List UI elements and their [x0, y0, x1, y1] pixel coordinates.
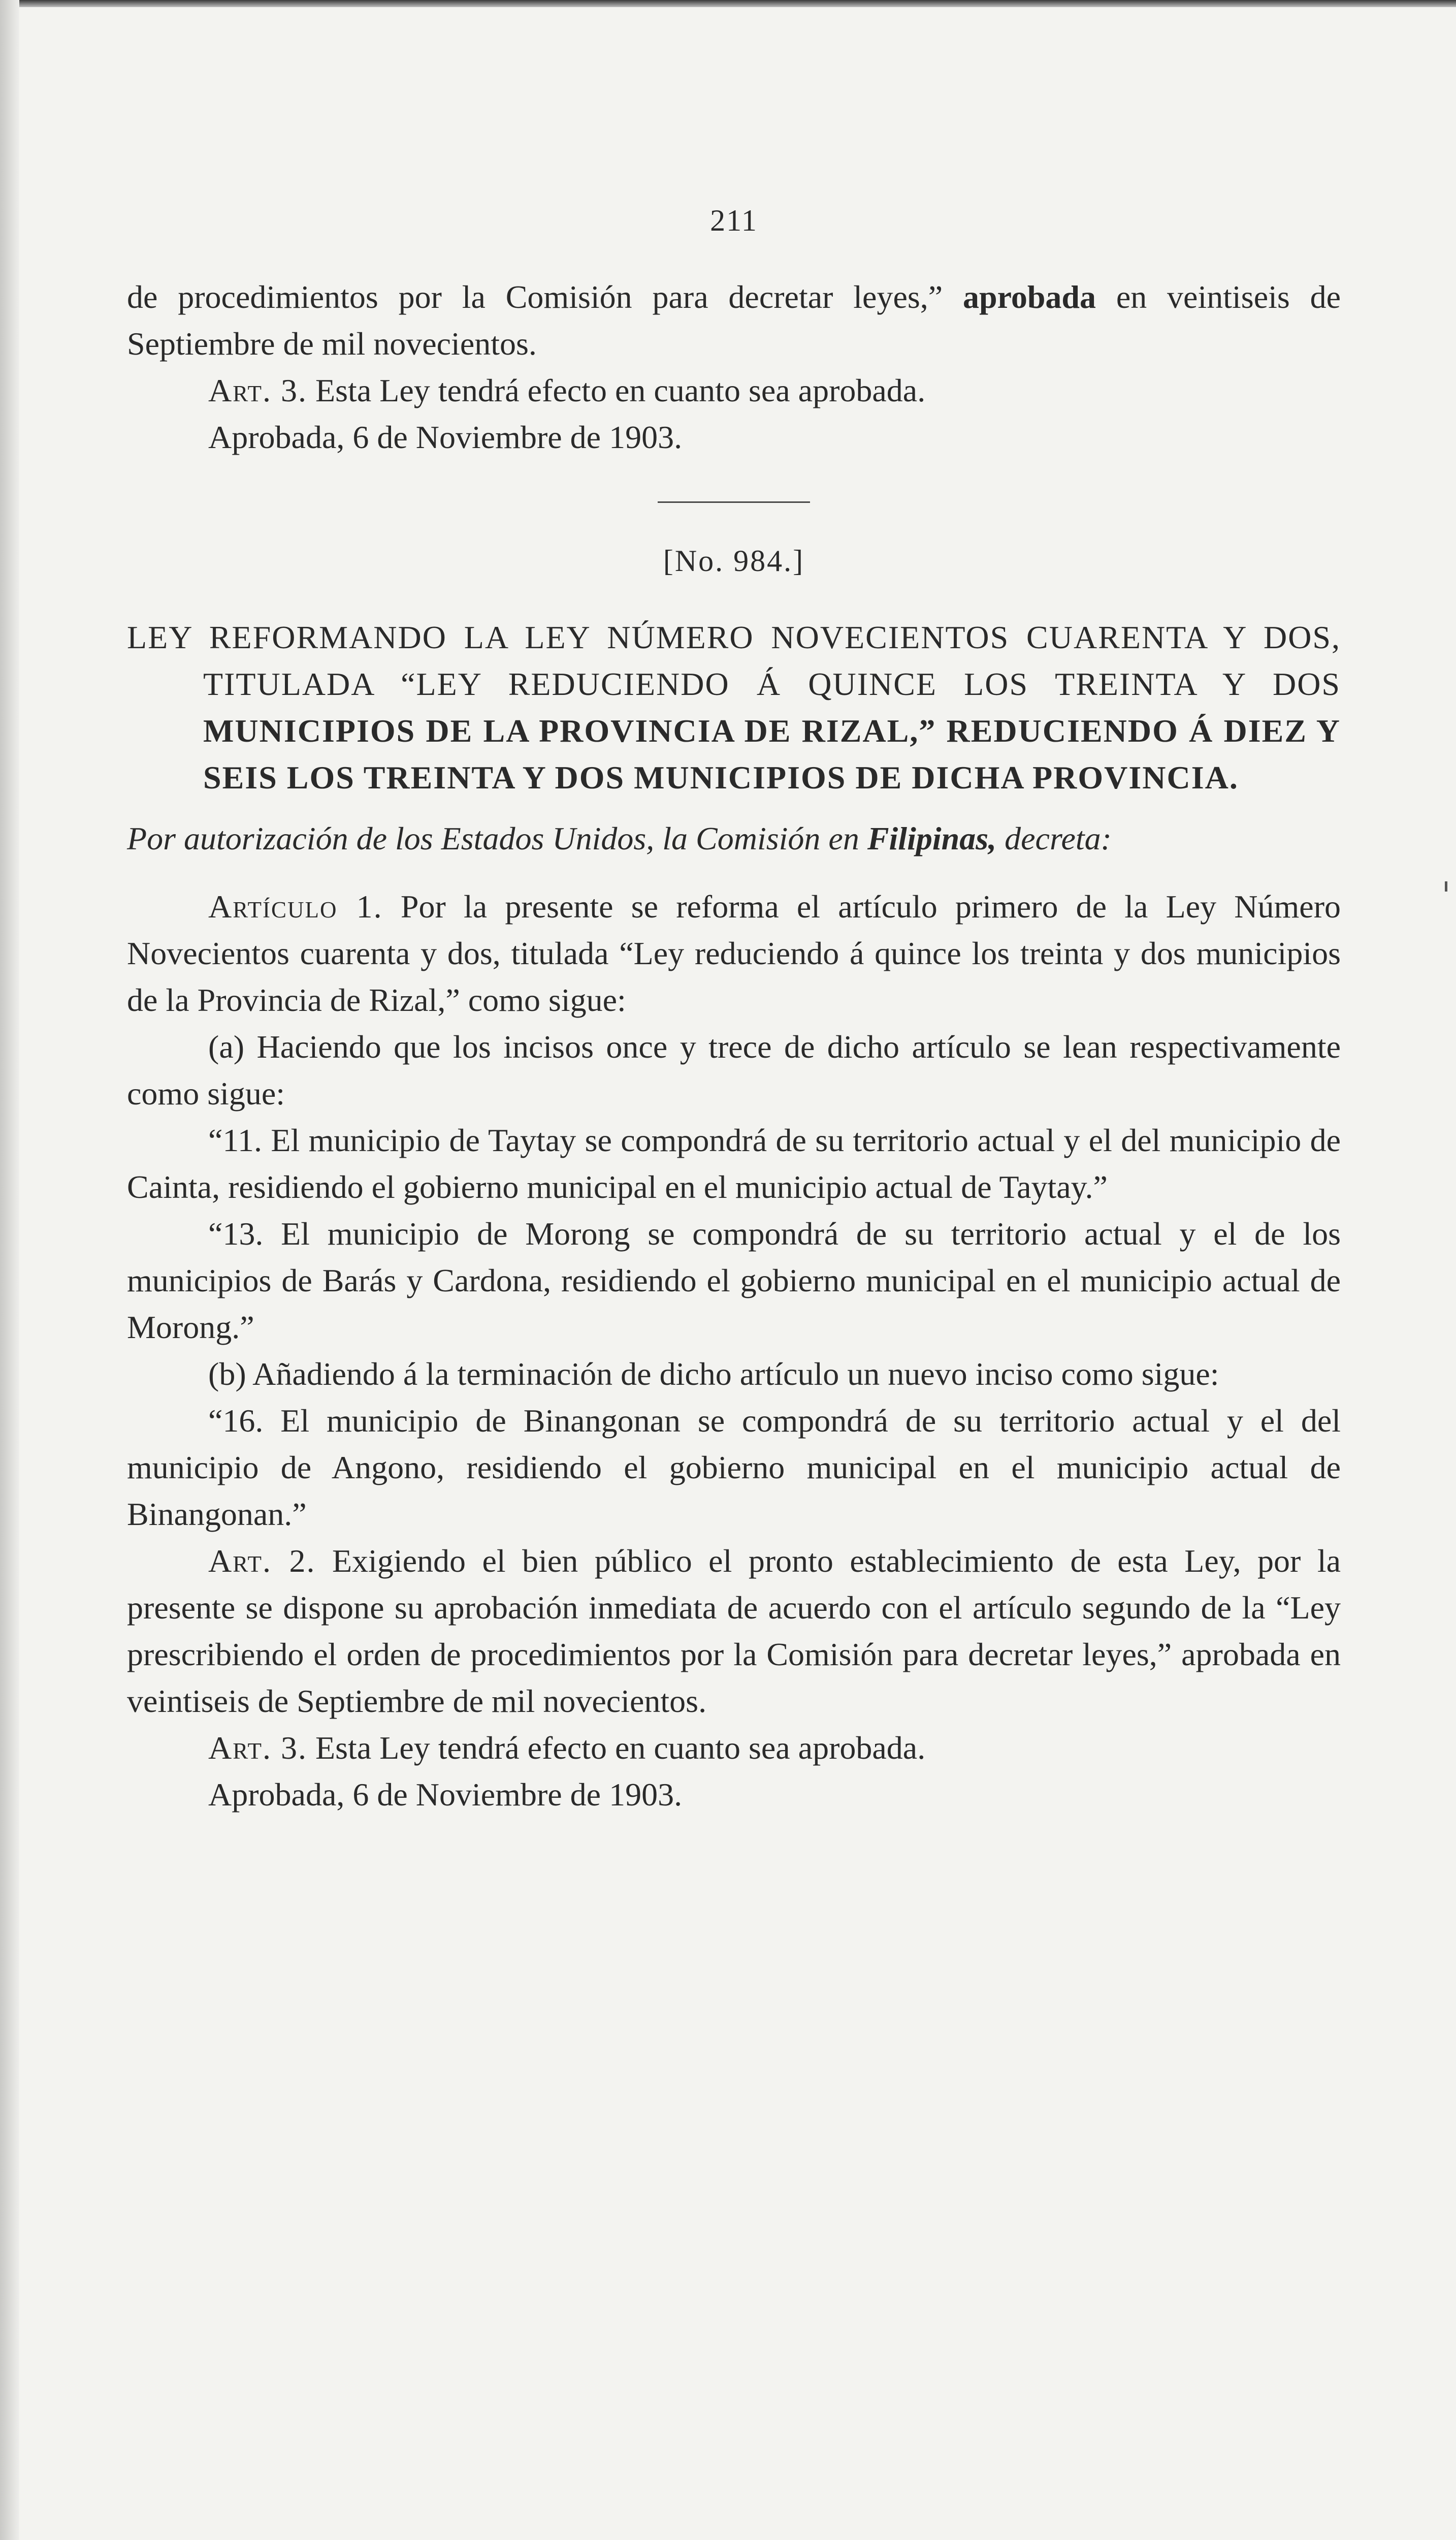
clause-13: “13. El municipio de Morong se compondrá de su territorio actual y el de los municipios de Barás y Cardona, residiendo el gobierno municipal en el municipio actual de Morong.” [127, 1216, 1341, 1345]
continuation-line1: de procedimientos por la Comisión para decretar leyes,” [127, 279, 943, 315]
enacting-clause [127, 815, 1341, 862]
continuation-line2: en veintiseis de Septiembre de mil novecientos. [127, 279, 1341, 362]
article-text: Esta Ley tendrá efecto en cuanto sea aprobada. [315, 1730, 926, 1766]
article-label: Art. 3. [208, 1730, 308, 1766]
law-title-regular: LEY REFORMANDO LA LEY NÚMERO NOVECIENTOS CUARENTA Y DOS, TITULADA “LEY REDUCIENDO Á QUINCE LOS TREINTA Y DOS [127, 619, 1341, 702]
document-page [127, 203, 1341, 1818]
law-title-bold: MUNICIPIOS DE LA PROVINCIA DE RIZAL,” REDUCIENDO Á DIEZ Y SEIS LOS TREINTA Y DOS MUNICIPIOS DE DICHA PROVINCIA. [203, 713, 1341, 796]
article-label: Art. 3. [208, 372, 308, 408]
section-divider [658, 501, 810, 503]
approval-date: Aprobada, 6 de Noviembre de 1903. [208, 1776, 683, 1813]
clause-11: “11. El municipio de Taytay se compondrá de su territorio actual y el del municipio de Cainta, residiendo el gobierno municipal en el municipio actual de Taytay.” [127, 1122, 1341, 1205]
article-text: Esta Ley tendrá efecto en cuanto sea aprobada. [315, 372, 926, 408]
margin-speck [1445, 881, 1447, 892]
approval-date-previous: Aprobada, 6 de Noviembre de 1903. [208, 419, 683, 455]
article-label: Artículo 1. [208, 888, 383, 925]
article-3 [127, 1725, 1341, 1771]
continuation-paragraph [127, 274, 1341, 367]
item-b: (b) Añadiendo á la terminación de dicho artículo un nuevo inciso como sigue: [208, 1356, 1219, 1392]
article-text: Por la presente se reforma el artículo primero de la Ley Número Novecientos cuarenta y dos, titulada “Ley reduciendo á quince los treinta y dos municipios de la Provincia de Rizal,” como sigue: [127, 888, 1341, 1018]
article-text: Exigiendo el bien público el pronto establecimiento de esta Ley, por la presente se dispone su aprobación inmediata de acuerdo con el artículo segundo de la “Ley prescribiendo el orden de procedimientos por la Comisión para decretar leyes,” aprobada en veintiseis de Septiembre de mil novecientos. [127, 1543, 1341, 1719]
law-title [127, 614, 1341, 801]
article-1 [127, 883, 1341, 1024]
article-3-previous [127, 367, 1341, 414]
scan-top-edge [0, 0, 1456, 7]
enacting-before: Por autorización de los Estados Unidos, la Comisión en [127, 820, 859, 856]
article-label: Art. 2. [208, 1543, 316, 1579]
law-number: [No. 984.] [663, 544, 805, 578]
scan-left-edge [0, 0, 19, 2540]
page-number: 211 [710, 204, 758, 237]
enacting-after: decreta: [1005, 820, 1112, 856]
article-2 [127, 1538, 1341, 1725]
continuation-line1-bold: aprobada [962, 279, 1096, 315]
item-a: (a) Haciendo que los incisos once y trece de dicho artículo se lean respectivamente como sigue: [127, 1029, 1341, 1112]
clause-16: “16. El municipio de Binangonan se compondrá de su territorio actual y el del municipio de Angono, residiendo el gobierno municipal en el municipio actual de Binangonan.” [127, 1403, 1341, 1532]
enacting-bold: Filipinas, [867, 820, 997, 856]
